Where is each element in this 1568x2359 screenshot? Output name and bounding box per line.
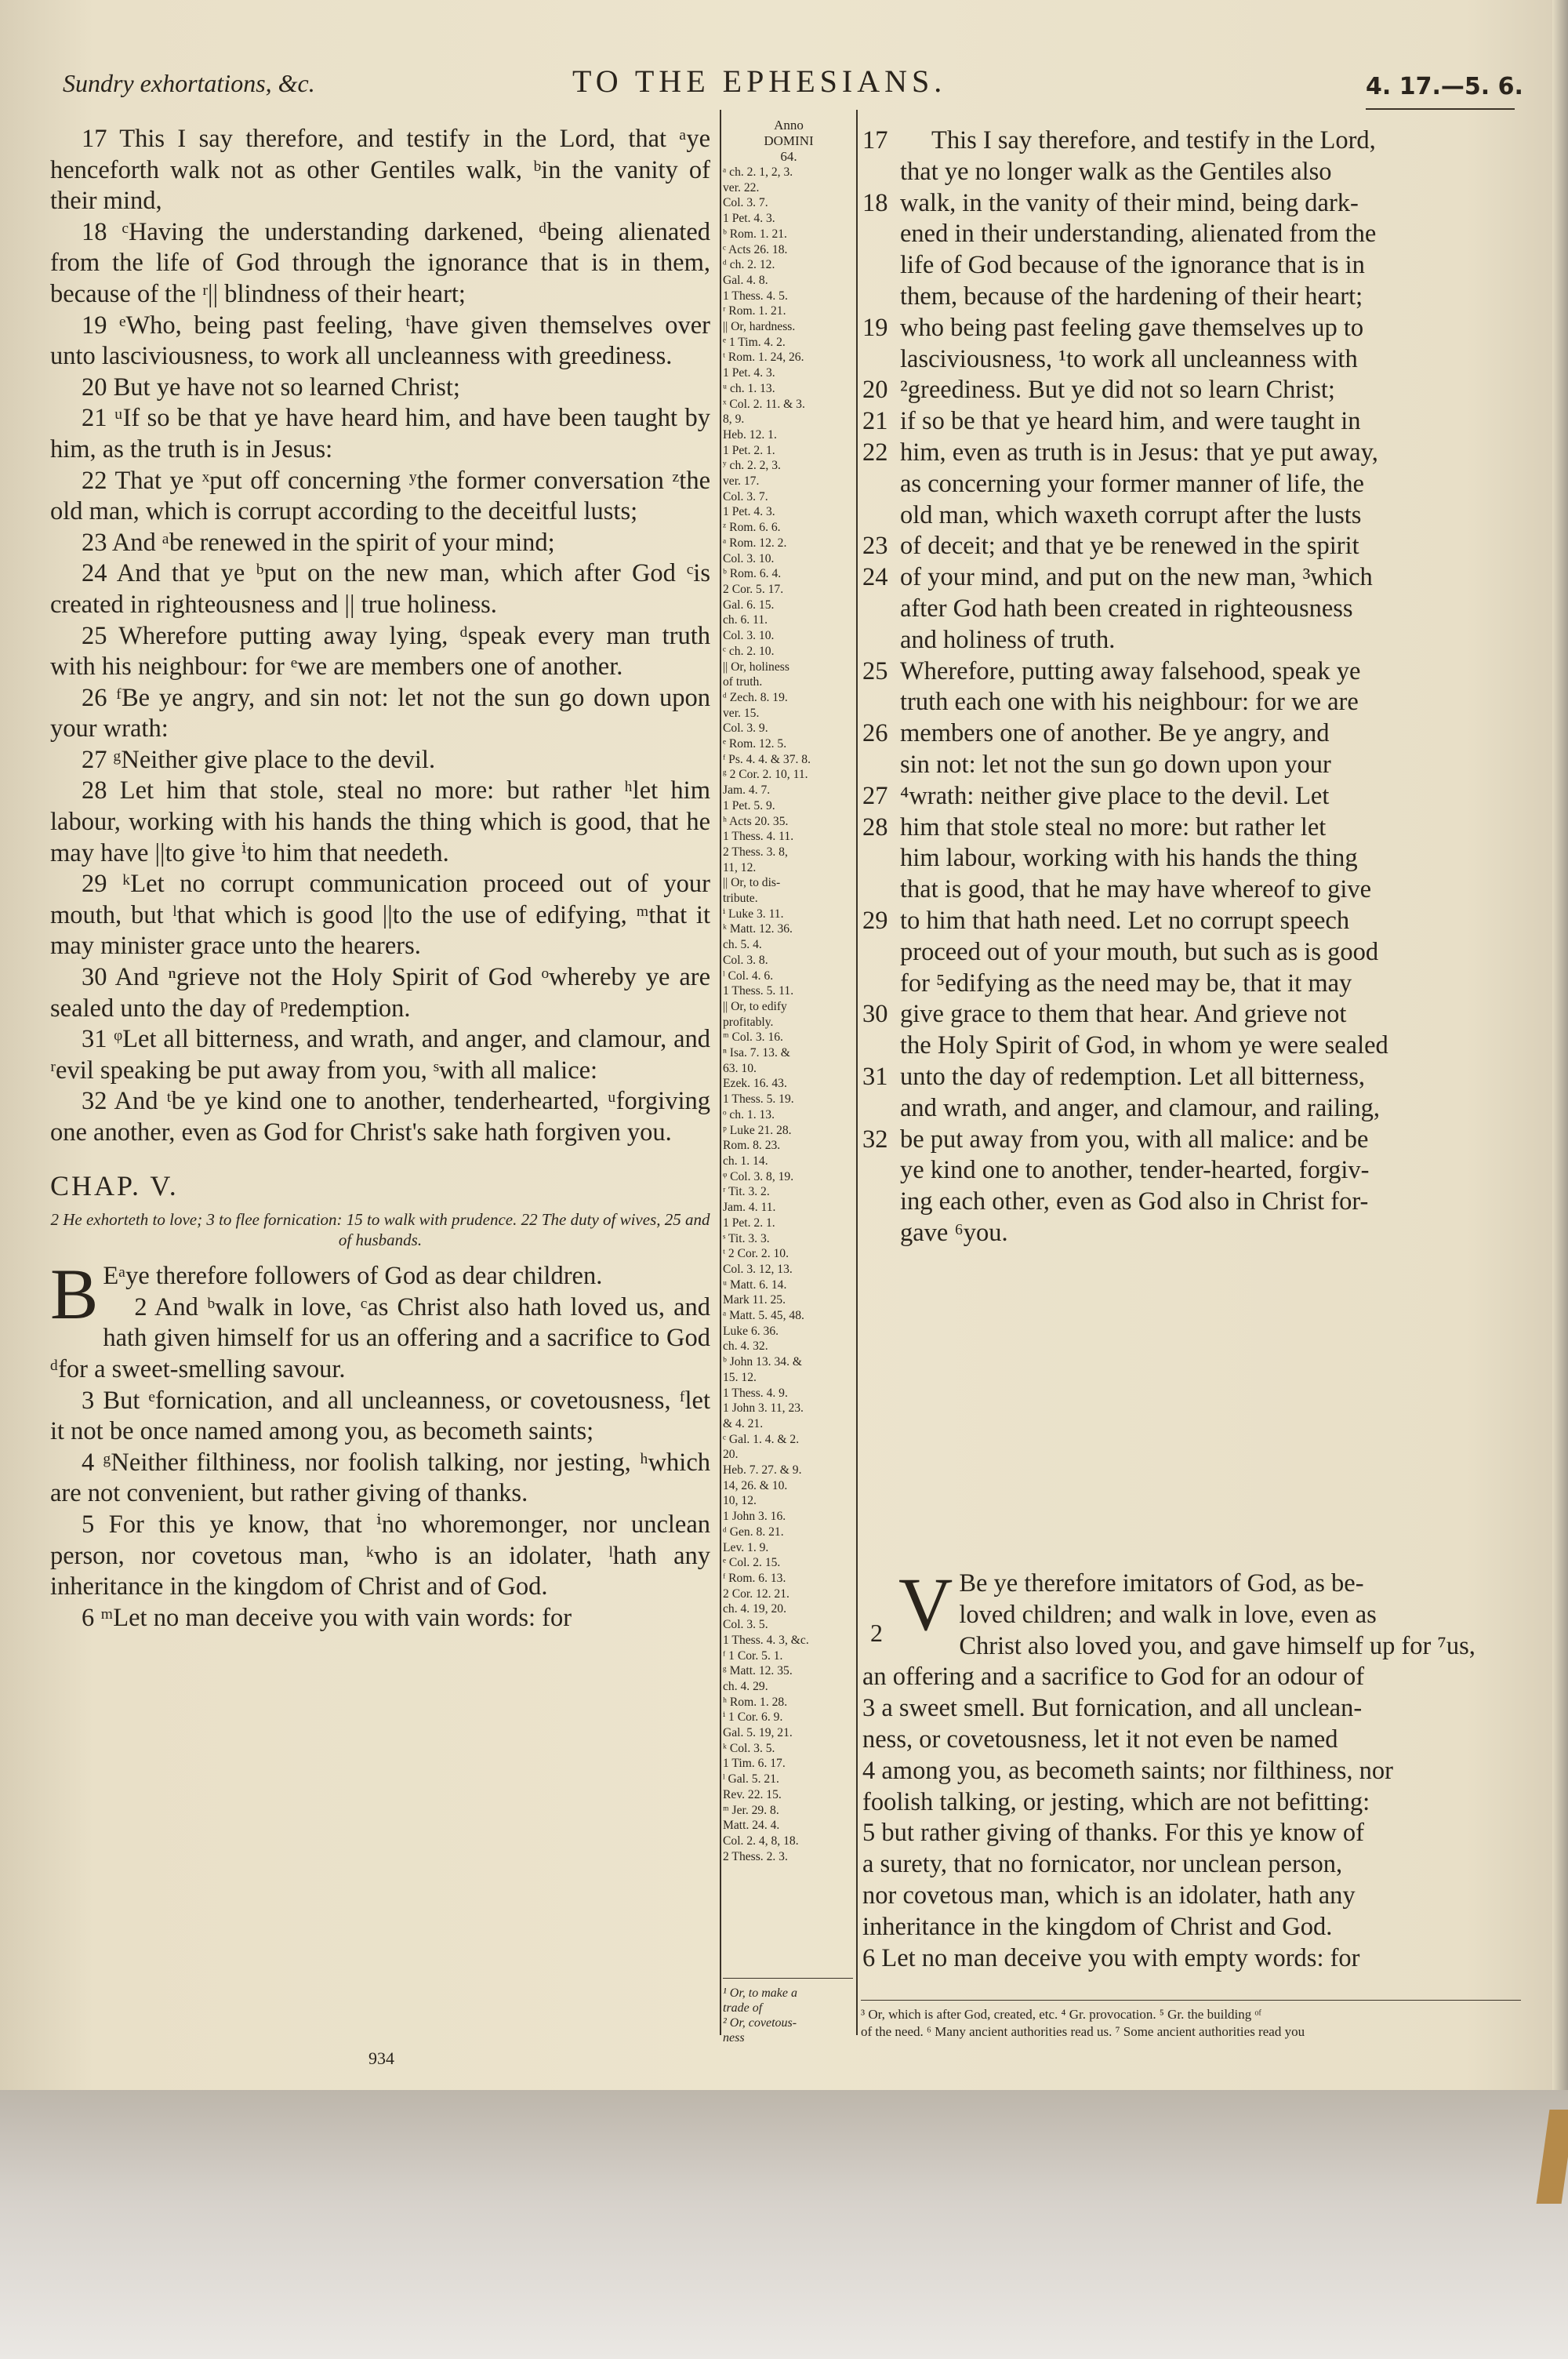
verse-number: 29 — [862, 906, 888, 935]
rv-line — [862, 531, 1521, 562]
reference-line: ᵈ Zech. 8. 19. — [723, 690, 788, 704]
verse-number: 31 — [862, 1062, 888, 1091]
rv-line — [862, 843, 1521, 874]
reference-line: ᵃ ch. 2. 1, 2, 3. — [723, 165, 793, 179]
reference-line: 15. 12. — [723, 1370, 757, 1384]
reference-line: ᵉ Rom. 12. 5. — [723, 737, 787, 751]
reference-line: 1 Pet. 4. 3. — [723, 505, 775, 519]
rv-line — [862, 656, 1521, 688]
reference-line: 14, 26. & 10. — [723, 1478, 788, 1492]
reference-line: ver. 15. — [723, 706, 760, 720]
rv-line: 3 a sweet smell. But fornication, and all unclean- — [862, 1694, 1363, 1723]
footnote-line: trade of — [723, 2001, 763, 2015]
verse-paragraph: 21 ᵘIf so be that ye have heard him, and have been taught by him, as the truth is in Jesus: — [50, 404, 710, 463]
reference-line: Col. 3. 10. — [723, 551, 775, 565]
reference-line: ch. 6. 11. — [723, 613, 768, 627]
reference-line: 10, 12. — [723, 1494, 757, 1508]
rv-column — [862, 125, 1521, 1249]
verse-paragraph: 32 And ᵗbe ye kind one to another, tenderhearted, ᵘforgiving one another, even as God for Christ's sake hath forgiven you. — [50, 1087, 710, 1147]
reference-line: Col. 3. 10. — [723, 629, 775, 643]
reference-line: Col. 3. 5. — [723, 1618, 768, 1632]
rv-line — [862, 969, 1521, 1000]
rv-line — [862, 406, 1521, 438]
reference-line: ʰ Rom. 1. 28. — [723, 1695, 788, 1709]
reference-line: Gal. 5. 19, 21. — [723, 1726, 793, 1740]
reference-line: Col. 3. 7. — [723, 489, 768, 503]
reference-line: ˢ Tit. 3. 3. — [723, 1231, 770, 1245]
reference-line: Jam. 4. 7. — [723, 783, 771, 798]
rv-line: 5 but rather giving of thanks. For this ye know of — [862, 1819, 1364, 1848]
line-text: the Holy Spirit of God, in whom ye were sealed — [900, 1031, 1388, 1060]
middle-footnote-rule — [723, 1978, 853, 1979]
reference-line: 1 Pet. 4. 3. — [723, 212, 775, 226]
rv-line — [862, 562, 1521, 594]
reference-line: ᵖ Luke 21. 28. — [723, 1123, 792, 1137]
verse-paragraph: Eᵃye therefore followers of God as dear children. — [103, 1262, 603, 1291]
page-number: 934 — [368, 2048, 394, 2068]
rv-line — [862, 1030, 1521, 1062]
line-text: Wherefore, putting away falsehood, speak ye — [900, 656, 1361, 685]
reference-line: ⁿ Isa. 7. 13. & — [723, 1046, 790, 1060]
line-text: them, because of the hardening of their heart; — [900, 282, 1363, 311]
reference-line: Matt. 24. 4. — [723, 1819, 780, 1833]
table-surface — [0, 2090, 1568, 2359]
verse-paragraph: 30 And ⁿgrieve not the Holy Spirit of God ᵒwhereby ye are sealed unto the day of ᵖredemption. — [50, 963, 710, 1023]
reference-line: 20. — [723, 1448, 739, 1462]
reference-line: Col. 3. 8. — [723, 953, 768, 967]
verse-paragraph: 4 ᵍNeither filthiness, nor foolish talking, nor jesting, ʰwhich are not convenient, but rather giving of thanks. — [50, 1448, 710, 1508]
reference-line: ᵇ Rom. 1. 21. — [723, 227, 787, 241]
reference-line: 2 Thess. 2. 3. — [723, 1849, 788, 1863]
running-head-left: Sundry exhortations, &c. — [63, 69, 315, 97]
verse-paragraph: 23 And ᵃbe renewed in the spirit of your mind; — [82, 528, 555, 557]
rv-line — [862, 282, 1521, 313]
reference-line: ᵍ Matt. 12. 35. — [723, 1664, 793, 1678]
rv-line — [862, 999, 1521, 1030]
column-divider-left — [720, 110, 721, 2035]
line-text: truth each one with his neighbour: for we are — [900, 688, 1359, 717]
reference-line: 2 Thess. 3. 8, — [723, 845, 788, 859]
reference-line: Gal. 6. 15. — [723, 598, 775, 612]
line-text: that ye no longer walk as the Gentiles also — [900, 157, 1332, 186]
verse-number: 28 — [862, 812, 888, 841]
rv-chapter5-verse: 2 — [870, 1619, 883, 1647]
middle-footnotes — [723, 1986, 855, 2045]
reference-line: ʳ Tit. 3. 2. — [723, 1185, 770, 1199]
line-text: him labour, working with his hands the thing — [900, 844, 1358, 873]
reference-line: & 4. 21. — [723, 1416, 764, 1430]
verse-paragraph: 26 ᶠBe ye angry, and sin not: let not the sun go down upon your wrath: — [50, 683, 710, 743]
line-text: sin not: let not the sun go down upon your — [900, 750, 1331, 779]
verse-number: 17 — [862, 126, 888, 154]
reference-line: tribute. — [723, 892, 758, 906]
verse-number: 23 — [862, 532, 888, 561]
reference-line: ver. 17. — [723, 474, 760, 489]
rv-line — [862, 937, 1521, 969]
verse-paragraph: 20 But ye have not so learned Christ; — [82, 373, 460, 402]
reference-line: Col. 3. 12, 13. — [723, 1262, 793, 1276]
line-text: him, even as truth is in Jesus: that ye put away, — [900, 438, 1378, 467]
rv-line — [862, 344, 1521, 376]
line-text: walk, in the vanity of their mind, being dark- — [900, 188, 1359, 217]
verse-number: 25 — [862, 656, 888, 685]
running-head-title: TO THE EPHESIANS. — [572, 64, 947, 99]
right-footnote-rule — [861, 2000, 1521, 2001]
rv-line: loved children; and walk in love, even as — [959, 1600, 1377, 1629]
rv-line — [862, 812, 1521, 844]
rv-line — [862, 250, 1521, 282]
verse-number: 32 — [862, 1125, 888, 1154]
footnote-line: ness — [723, 2031, 745, 2045]
line-text: give grace to them that hear. And grieve not — [900, 1000, 1347, 1029]
reference-line: of truth. — [723, 675, 763, 689]
rv-line — [862, 1187, 1521, 1218]
line-text: This I say therefore, and testify in the Lord, — [931, 126, 1376, 154]
line-text: unto the day of redemption. Let all bitterness, — [900, 1062, 1365, 1091]
verse-number: 22 — [862, 438, 888, 467]
verse-paragraph: 18 ᶜHaving the understanding darkened, ᵈbeing alienated from the life of God through the ignorance that is in them, because of the ʳ|| blindness of their heart; — [50, 217, 710, 308]
verse-paragraph: 27 ᵍNeither give place to the devil. — [82, 745, 436, 774]
reference-line: ᵃ Matt. 5. 45, 48. — [723, 1309, 804, 1323]
line-text: and holiness of truth. — [900, 625, 1116, 654]
reference-line: ᵉ 1 Tim. 4. 2. — [723, 335, 786, 349]
reference-line: ᵐ Col. 3. 16. — [723, 1030, 783, 1045]
rv-line — [862, 313, 1521, 344]
reference-line: ⁱ 1 Cor. 6. 9. — [723, 1710, 783, 1725]
reference-line: ᶠ Ps. 4. 4. & 37. 8. — [723, 752, 811, 766]
rv-line — [862, 1062, 1521, 1093]
line-text: after God hath been created in righteousness — [900, 594, 1353, 623]
anno-label: Anno — [774, 118, 804, 133]
rv-chapter5 — [862, 1562, 1521, 1974]
line-text: who being past feeling gave themselves up to — [900, 313, 1364, 342]
line-text: and wrath, and anger, and clamour, and railing, — [900, 1093, 1380, 1122]
verse-paragraph: 24 And that ye ᵇput on the new man, which after God ᶜis created in righteousness and || true holiness. — [50, 559, 710, 619]
rv-line — [862, 750, 1521, 781]
page-edge — [1552, 0, 1568, 2090]
rv-line — [862, 1093, 1521, 1125]
reference-line: Col. 3. 7. — [723, 196, 768, 210]
rv-line — [862, 125, 1521, 157]
reference-line: Col. 2. 4, 8, 18. — [723, 1834, 799, 1848]
line-text: proceed out of your mouth, but such as is good — [900, 937, 1379, 966]
rv-line: Be ye therefore imitators of God, as be- — [959, 1569, 1364, 1598]
verse-number: 18 — [862, 188, 888, 217]
reference-line: Col. 3. 9. — [723, 722, 768, 736]
reference-line: || Or, hardness. — [723, 320, 796, 334]
reference-line: 1 Thess. 4. 9. — [723, 1386, 788, 1400]
reference-line: Heb. 7. 27. & 9. — [723, 1463, 802, 1478]
rv-line — [862, 1125, 1521, 1156]
reference-line: 1 Pet. 2. 1. — [723, 1216, 775, 1230]
reference-line: 1 Thess. 5. 19. — [723, 1092, 794, 1107]
reference-line: ᶜ ch. 2. 10. — [723, 644, 775, 658]
reference-line: ᵉ Col. 2. 15. — [723, 1556, 781, 1570]
rv-line: 4 among you, as becometh saints; nor filthiness, nor — [862, 1756, 1393, 1785]
rv-line — [862, 188, 1521, 220]
kjv-column — [50, 124, 710, 1634]
verse-paragraph: 29 ᵏLet no corrupt communication proceed out of your mouth, but ˡthat which is good ||to the use of edifying, ᵐthat it may minister grace unto the hearers. — [50, 870, 710, 961]
reference-list — [723, 165, 855, 1864]
reference-line: ˡ Gal. 5. 21. — [723, 1772, 779, 1787]
chapter-dropcap: B — [50, 1254, 99, 1335]
line-text: ing each other, even as God also in Christ for- — [900, 1187, 1369, 1216]
line-text: of deceit; and that ye be renewed in the spirit — [900, 532, 1359, 561]
verse-paragraph: 22 That ye ˣput off concerning ʸthe former conversation ᶻthe old man, which is corrupt according to the deceitful lusts; — [50, 466, 710, 526]
reference-line: ᶜ Gal. 1. 4. & 2. — [723, 1432, 800, 1446]
line-text: to him that hath need. Let no corrupt speech — [900, 906, 1350, 935]
reference-line: ⁱ Luke 3. 11. — [723, 907, 784, 921]
reference-line: 1 Thess. 5. 11. — [723, 984, 794, 998]
rv-line: 6 Let no man deceive you with empty words: for — [862, 1943, 1360, 1972]
reference-line: 1 Pet. 2. 1. — [723, 443, 775, 457]
running-head-reference: 4. 17.—5. 6. — [1366, 73, 1523, 100]
reference-line: 2 Cor. 12. 21. — [723, 1587, 789, 1601]
verse-paragraph: 6 ᵐLet no man deceive you with vain words: for — [82, 1603, 572, 1632]
rv-line — [862, 874, 1521, 906]
verse-paragraph: 25 Wherefore putting away lying, ᵈspeak every man truth with his neighbour: for ᵉwe are members one of another. — [50, 621, 710, 682]
verse-paragraph: 5 For this ye know, that ⁱno whoremonger, nor unclean person, nor covetous man, ᵏwho is an idolater, ˡhath any inheritance in the kingdom of Christ and of God. — [50, 1510, 710, 1601]
rv-chapter5-text — [862, 1562, 1521, 1974]
reference-line: ᵏ Col. 3. 5. — [723, 1741, 775, 1755]
reference-line: ʰ Acts 20. 35. — [723, 814, 789, 828]
footnote-line: ¹ Or, to make a — [723, 1986, 798, 2000]
verse-number: 24 — [862, 563, 888, 592]
line-text: as concerning your former manner of life, the — [900, 469, 1364, 498]
verse-number: 26 — [862, 719, 888, 748]
rv-line: an offering and a sacrifice to God for an odour of — [862, 1663, 1365, 1692]
rv-line — [862, 438, 1521, 469]
verse-number: 20 — [862, 376, 888, 405]
reference-line: || Or, to edify — [723, 999, 787, 1013]
reference-line: ch. 4. 29. — [723, 1679, 768, 1693]
reference-line: 8, 9. — [723, 413, 745, 427]
reference-line: 2 Cor. 5. 17. — [723, 582, 784, 596]
rv-line: foolish talking, or jesting, which are not befitting: — [862, 1787, 1370, 1816]
reference-line: ᶠ Rom. 6. 13. — [723, 1571, 786, 1585]
reference-line: ᵒ ch. 1. 13. — [723, 1107, 775, 1121]
rv-line — [862, 625, 1521, 656]
line-text: gave ⁶you. — [900, 1218, 1008, 1247]
reference-line: ver. 22. — [723, 180, 760, 194]
anno-year: 64. — [780, 149, 797, 164]
footnote-line: ² Or, covetous- — [723, 2016, 797, 2030]
reference-line: ᵗ 2 Cor. 2. 10. — [723, 1247, 789, 1261]
verse-paragraph: 19 ᵉWho, being past feeling, ᵗhave given themselves over unto lasciviousness, to work all uncleanness with greediness. — [50, 311, 710, 371]
reference-line: ch. 4. 32. — [723, 1339, 768, 1354]
reference-line: 1 Tim. 6. 17. — [723, 1757, 786, 1771]
marginal-references — [723, 118, 855, 1864]
line-text: members one of another. Be ye angry, and — [900, 719, 1330, 748]
reference-line: ᶻ Rom. 6. 6. — [723, 521, 781, 535]
rv-line — [862, 781, 1521, 812]
reference-line: Heb. 12. 1. — [723, 427, 777, 442]
line-text: ye kind one to another, tender-hearted, forgiv- — [900, 1156, 1370, 1185]
reference-line: ᵇ Rom. 6. 4. — [723, 567, 782, 581]
verse-paragraph: 17 This I say therefore, and testify in the Lord, that ᵃye henceforth walk not as other Gentiles walk, ᵇin the vanity of their mind, — [50, 125, 710, 216]
verse-number: 21 — [862, 407, 888, 436]
reference-line: ᶠ 1 Cor. 5. 1. — [723, 1648, 783, 1663]
line-text: life of God because of the ignorance that is in — [900, 251, 1365, 280]
reference-line: ᵠ Col. 3. 8, 19. — [723, 1169, 794, 1183]
rv-line — [862, 375, 1521, 406]
rv-line — [862, 500, 1521, 532]
kjv-chapter5-text — [50, 1254, 710, 1634]
chapter-heading: CHAP. V. — [50, 1169, 179, 1201]
rv-line — [862, 687, 1521, 718]
reference-line: 11, 12. — [723, 860, 757, 874]
verse-number: 27 — [862, 781, 888, 810]
rv-line: nor covetous man, which is an idolater, hath any — [862, 1881, 1356, 1910]
rv-line — [862, 219, 1521, 250]
line-text: lasciviousness, ¹to work all uncleanness with — [900, 344, 1358, 373]
line-text: that is good, that he may have whereof to give — [900, 875, 1372, 904]
reference-line: ˣ Col. 2. 11. & 3. — [723, 397, 805, 411]
header-rule — [1366, 108, 1515, 110]
reference-line: ᵗ Rom. 1. 24, 26. — [723, 351, 804, 365]
line-text: ⁴wrath: neither give place to the devil. Let — [900, 781, 1330, 810]
reference-line: ᵇ John 13. 34. & — [723, 1355, 802, 1369]
rv-line: inheritance in the kingdom of Christ and God. — [862, 1912, 1333, 1941]
reference-line: ch. 5. 4. — [723, 938, 762, 952]
kjv-chapter4-text — [50, 124, 710, 1149]
reference-line: 63. 10. — [723, 1061, 757, 1075]
chapter-summary: 2 He exhorteth to love; 3 to flee fornication: 15 to walk with prudence. 22 The duty of wives, 25 and of husbands. — [50, 1210, 710, 1250]
reference-line: ʳ Rom. 1. 21. — [723, 304, 786, 318]
reference-line: ᶜ Acts 26. 18. — [723, 242, 788, 256]
reference-line: ˡ Col. 4. 6. — [723, 969, 774, 983]
reference-line: ᵘ ch. 1. 13. — [723, 381, 775, 395]
line-text: ened in their understanding, alienated from the — [900, 220, 1377, 249]
reference-line: || Or, to dis- — [723, 876, 781, 890]
reference-line: Luke 6. 36. — [723, 1324, 779, 1338]
reference-line: Lev. 1. 9. — [723, 1540, 769, 1554]
rv-line — [862, 906, 1521, 937]
rv-line: Christ also loved you, and gave himself up for ⁷us, — [959, 1631, 1475, 1660]
rv-line — [862, 718, 1521, 750]
reference-line: ᵘ Matt. 6. 14. — [723, 1278, 787, 1292]
line-text: old man, which waxeth corrupt after the lusts — [900, 500, 1362, 529]
verse-number: 30 — [862, 1000, 888, 1029]
rv-line — [862, 1155, 1521, 1187]
reference-line: Jam. 4. 11. — [723, 1201, 776, 1215]
rv-line: ness, or covetousness, let it not even be named — [862, 1725, 1338, 1754]
reference-line: 1 Pet. 5. 9. — [723, 798, 775, 812]
line-text: him that stole steal no more: but rather let — [900, 812, 1327, 841]
reference-line: ch. 4. 19, 20. — [723, 1602, 786, 1616]
verse-paragraph: 2 And ᵇwalk in love, ᶜas Christ also hath loved us, and hath given himself for us an offering and a sacrifice to God ᵈfor a sweet-smelling savour. — [50, 1292, 710, 1383]
footnote-line: of the need. ⁶ Many ancient authorities read us. ⁷ Some ancient authorities read you — [861, 2024, 1305, 2039]
reference-line: 1 John 3. 11, 23. — [723, 1401, 804, 1416]
reference-line: 1 Thess. 4. 5. — [723, 289, 788, 303]
rv-line — [862, 157, 1521, 188]
reference-line: ᵈ Gen. 8. 21. — [723, 1525, 784, 1539]
reference-line: || Or, holiness — [723, 660, 789, 674]
verse-number: 19 — [862, 313, 888, 342]
rv-line — [862, 1218, 1521, 1249]
reference-line: ʸ ch. 2. 2, 3. — [723, 459, 781, 473]
reference-line: ᵃ Rom. 12. 2. — [723, 536, 787, 550]
reference-line: ᵍ 2 Cor. 2. 10, 11. — [723, 768, 808, 782]
column-divider-right — [856, 110, 858, 2035]
reference-line: Rom. 8. 23. — [723, 1139, 781, 1153]
rv-dropcap: V — [898, 1562, 953, 1646]
rv-line — [862, 469, 1521, 500]
verse-paragraph: 3 But ᵉfornication, and all uncleanness, or covetousness, ᶠlet it not be once named among you, as becometh saints; — [50, 1386, 710, 1446]
line-text: be put away from you, with all malice: and be — [900, 1125, 1369, 1154]
line-text: of your mind, and put on the new man, ³which — [900, 563, 1373, 592]
reference-line: 1 Thess. 4. 3, &c. — [723, 1633, 809, 1647]
reference-line: ᵈ ch. 2. 12. — [723, 258, 775, 272]
reference-line: ch. 1. 14. — [723, 1154, 768, 1168]
line-text: ²greediness. But ye did not so learn Christ; — [900, 376, 1335, 405]
reference-line: Mark 11. 25. — [723, 1293, 786, 1307]
rv-line — [862, 594, 1521, 625]
rv-footnotes — [861, 2006, 1527, 2041]
line-text: for ⁵edifying as the need may be, that it may — [900, 969, 1352, 998]
reference-line: ᵐ Jer. 29. 8. — [723, 1803, 779, 1817]
rv-line: a surety, that no fornicator, nor unclean person, — [862, 1850, 1343, 1879]
domini-label: DOMINI — [764, 133, 814, 148]
reference-line: 1 Pet. 4. 3. — [723, 366, 775, 380]
reference-line: ᵏ Matt. 12. 36. — [723, 922, 793, 936]
verse-paragraph: 31 ᵠLet all bitterness, and wrath, and anger, and clamour, and ʳevil speaking be put away from you, ˢwith all malice: — [50, 1025, 710, 1085]
footnote-line: ³ Or, which is after God, created, etc. ⁴ Gr. provocation. ⁵ Gr. the building ᵒᶠ — [861, 2007, 1261, 2022]
reference-line: profitably. — [723, 1015, 774, 1029]
line-text: if so be that ye heard him, and were taught in — [900, 407, 1361, 436]
reference-line: Rev. 22. 15. — [723, 1787, 782, 1801]
reference-line: 1 John 3. 16. — [723, 1510, 786, 1524]
reference-line: Gal. 4. 8. — [723, 273, 768, 287]
reference-line: Ezek. 16. 43. — [723, 1077, 787, 1091]
verse-paragraph: 28 Let him that stole, steal no more: but rather ʰlet him labour, working with his hands the thing which is good, that he may have ||to give ⁱto him that needeth. — [50, 776, 710, 867]
reference-line: 1 Thess. 4. 11. — [723, 830, 794, 844]
